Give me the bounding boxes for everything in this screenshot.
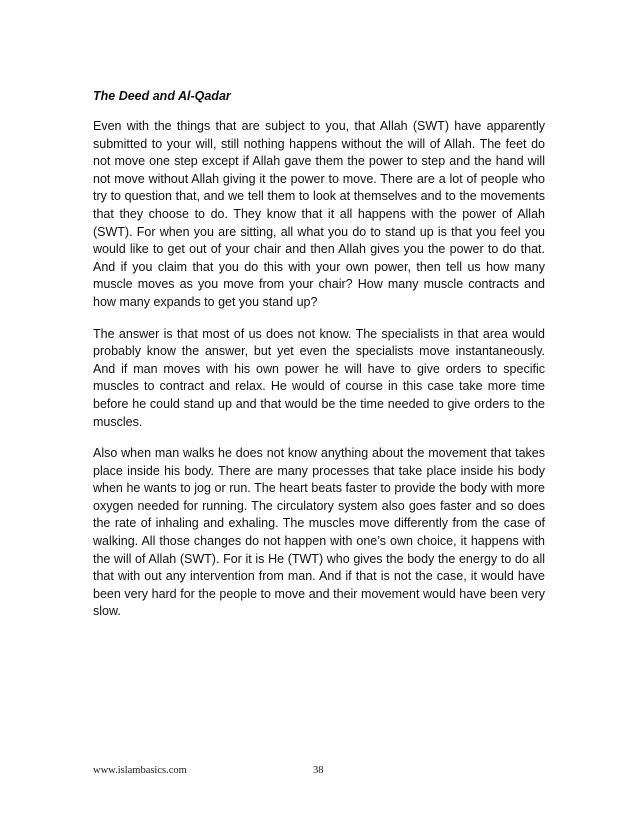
footer-website: www.islambasics.com	[93, 765, 187, 776]
page-number: 38	[313, 765, 324, 776]
paragraph-2: The answer is that most of us does not know. The specialists in that area would probably know the answer, but yet even the specialists move instantaneously. And if man moves with his own power he will have to give orders to specific muscles to contract and relax. He would of course in this case take more time before he could stand up and that would be the time needed to give orders to the muscles.	[93, 326, 545, 429]
paragraph-3: Also when man walks he does not know anything about the movement that takes place inside his body. There are many processes that take place inside his body when he wants to jog or run. The heart beats faster to provide the body with more oxygen needed for running. The circulatory system also goes faster and so does the rate of inhaling and exhaling. The muscles move differently from the case of walking. All those changes do not happen with one’s own choice, it happens with the will of Allah (SWT). For it is He (TWT) who gives the body the energy to do all that with out any intervention from man. And if that is not the case, it would have been very hard for the people to move and their movement would have been very slow.	[93, 446, 545, 619]
paragraph-1: Even with the things that are subject to you, that Allah (SWT) have apparently submitted to your will, still nothing happens without the will of Allah. The feet do not move one step except if Allah gave them the power to step and the hand will not move without Allah giving it the power to move. There are a lot of people who try to question that, and we tell them to look at themselves and to the movements that they choose to do. They know that it all happens with the power of Allah (SWT). For when you are sitting, all what you do to stand up is that you feel you would like to get out of your chair and then Allah gives you the power to do that. And if you claim that you do this with your own power, then tell us how many muscle moves as you move from your chair? How many muscle contracts and how many expands to get you stand up?	[93, 119, 545, 309]
document-body	[93, 88, 545, 635]
section-title: The Deed and Al-Qadar	[93, 89, 231, 103]
